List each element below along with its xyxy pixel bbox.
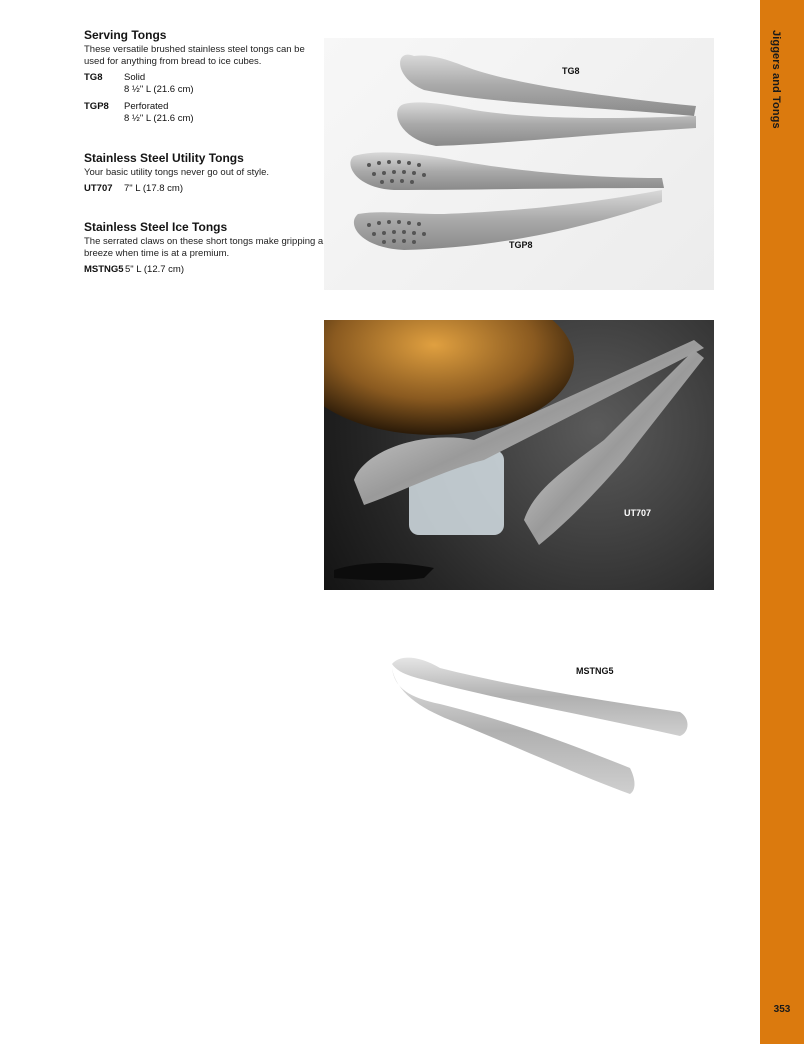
sku-finish: Perforated [124, 101, 169, 112]
sku-code: UT707 [84, 183, 113, 194]
utility-tongs-illustration [324, 320, 714, 590]
section-title: Stainless Steel Ice Tongs [84, 220, 228, 234]
sku-size: 8 ½" L (21.6 cm) [124, 84, 194, 95]
sku-row [84, 183, 324, 195]
photo-label-tg8: TG8 [562, 66, 580, 76]
section-description: These versatile brushed stainless steel tongs can be used for anything from bread to ice cubes. [84, 44, 305, 67]
sku-code: TGP8 [84, 101, 109, 112]
sku-size: 7" L (17.8 cm) [124, 183, 183, 194]
photo-label-ut707: UT707 [624, 508, 652, 518]
section-ice-tongs [84, 220, 324, 281]
section-title: Stainless Steel Utility Tongs [84, 151, 244, 165]
sku-row [84, 101, 324, 125]
ice-tongs-illustration [380, 648, 700, 808]
ice-tongs-photo [380, 648, 700, 808]
sku-row [84, 264, 324, 276]
section-description: The serrated claws on these short tongs make gripping a breeze when time is at a premium. [84, 236, 324, 259]
page-number: 353 [773, 1004, 791, 1015]
section-title: Serving Tongs [84, 28, 167, 42]
section-serving-tongs [84, 28, 324, 130]
sku-finish: Solid [124, 72, 146, 83]
chapter-sidebar [760, 0, 804, 1044]
section-description: Your basic utility tongs never go out of style. [84, 167, 270, 178]
section-utility-tongs [84, 151, 324, 200]
utility-tongs-photo [324, 320, 714, 590]
photo-label-tgp8: TGP8 [509, 240, 533, 250]
sku-code: MSTNG5 [84, 264, 124, 275]
chapter-title: Jiggers and Tongs [770, 30, 782, 129]
photo-label-mstng5: MSTNG5 [576, 666, 614, 676]
serving-tongs-photo [324, 38, 714, 290]
sku-size: 5" L (12.7 cm) [125, 264, 184, 275]
serving-tongs-illustration [324, 38, 714, 290]
sku-code: TG8 [84, 72, 103, 83]
sku-size: 8 ½" L (21.6 cm) [124, 113, 194, 124]
sku-row [84, 72, 324, 96]
